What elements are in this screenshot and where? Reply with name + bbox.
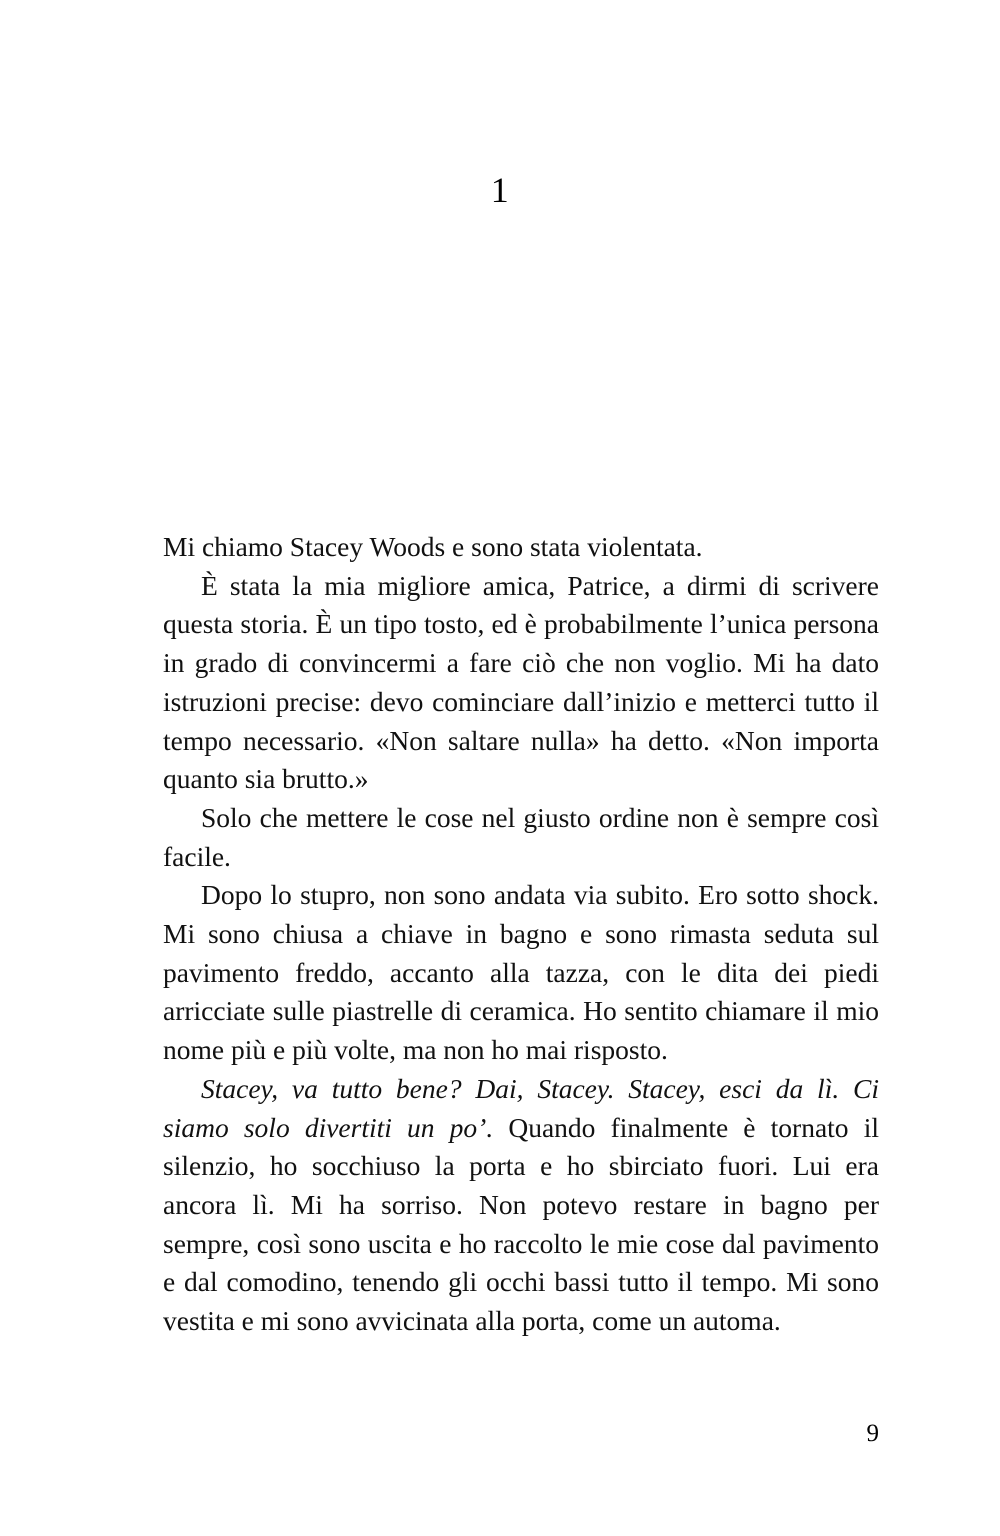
paragraph-1: Mi chiamo Stacey Woods e sono stata violentata. xyxy=(163,531,703,562)
paragraph-4: Dopo lo stupro, non sono andata via subito. Ero sotto shock. Mi sono chiusa a chiave in bagno e sono rimasta seduta sul pavimento freddo, accanto alla tazza, con le dita dei piedi arricciate sulle piastrelle di ceramica. Ho sentito chiamare il mio nome più e più volte, ma non ho mai risposto. xyxy=(163,879,879,1066)
body-text xyxy=(163,528,879,1341)
paragraph-3: Solo che mettere le cose nel giusto ordine non è sempre così facile. xyxy=(163,801,879,872)
paragraph-5-italic-dialogue: Stacey, va tutto bene? Dai, Stacey. Stacey, esci da lì. Ci siamo solo divertiti un po’. xyxy=(163,1072,879,1143)
chapter-number: 1 xyxy=(490,170,510,210)
paragraph-5-roman-continuation: Quando finalmente è tornato il silenzio, ho socchiuso la porta e ho sbirciato fuori. Lui era ancora lì. Mi ha sorriso. Non potevo restare in bagno per sempre, così sono uscita e ho raccolto le mie cose dal pavimento e dal comodino, tenendo gli occhi bassi tutto il tempo. Mi sono vestita e mi sono avvicinata alla porta, come un automa. xyxy=(163,1111,879,1337)
paragraph-5 xyxy=(163,1070,879,1341)
page-number: 9 xyxy=(866,1420,879,1447)
paragraph-2: È stata la mia migliore amica, Patrice, a dirmi di scrivere questa storia. È un tipo tosto, ed è probabilmente l’unica persona in grado di convincermi a fare ciò che non voglio. Mi ha dato istruzioni precise: devo cominciare dall’inizio e metterci tutto il tempo necessario. «Non saltare nulla» ha detto. «Non importa quanto sia brutto.» xyxy=(163,569,879,795)
